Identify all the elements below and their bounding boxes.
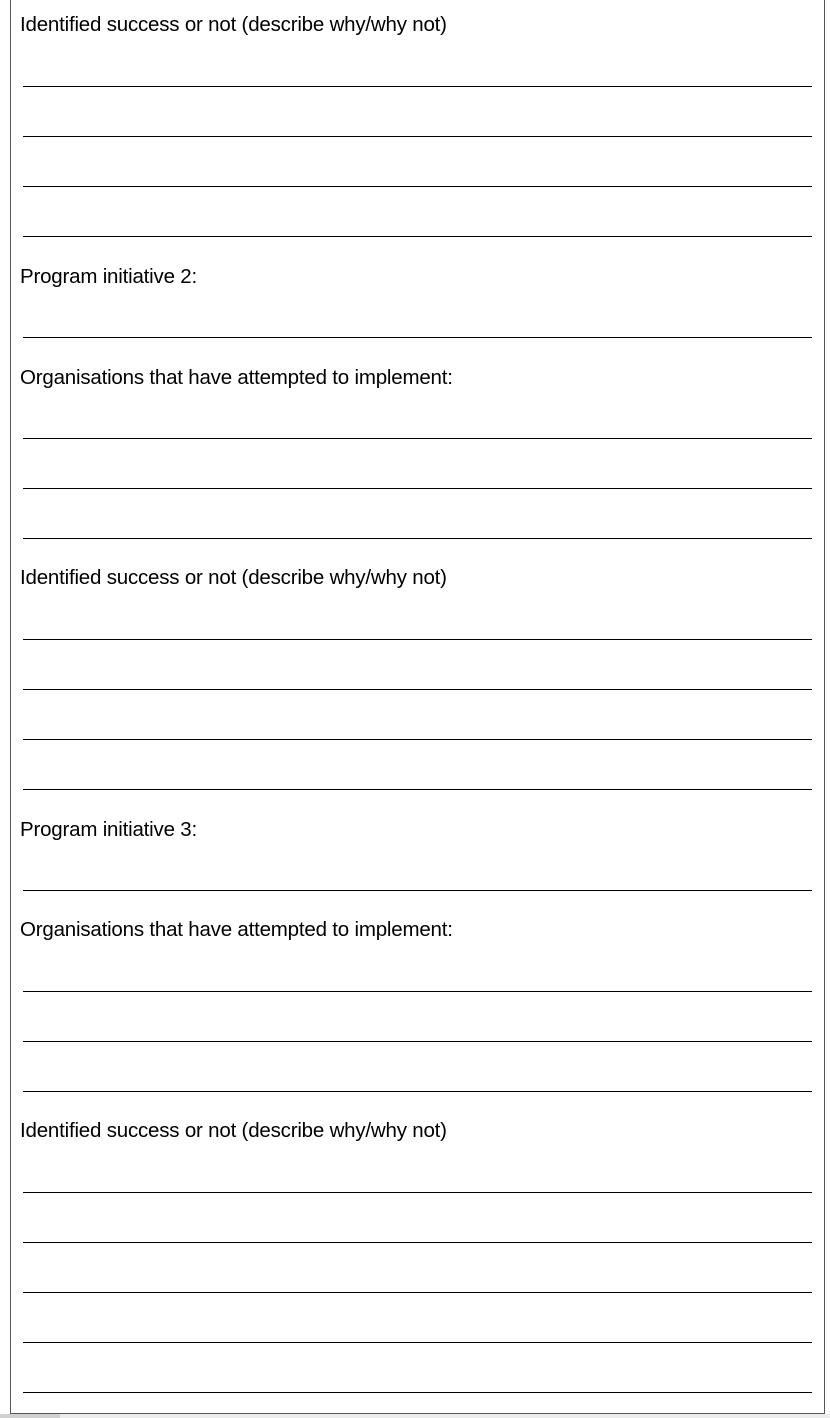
answer-line[interactable]: [23, 86, 812, 87]
answer-line[interactable]: [23, 890, 812, 891]
page-bottom-edge-shade: [0, 1414, 60, 1418]
answer-line[interactable]: [23, 236, 812, 237]
answer-line[interactable]: [23, 186, 812, 187]
answer-line[interactable]: [23, 1192, 812, 1193]
success-label: Identified success or not (describe why/why not): [20, 566, 447, 589]
answer-line[interactable]: [23, 538, 812, 539]
program-initiative-2-label: Program initiative 2:: [20, 265, 197, 288]
answer-line[interactable]: [23, 438, 812, 439]
program-initiative-3-label: Program initiative 3:: [20, 818, 197, 841]
answer-line[interactable]: [23, 337, 812, 338]
answer-line[interactable]: [23, 1392, 812, 1393]
organisations-label: Organisations that have attempted to implement:: [20, 366, 453, 389]
form-page: [10, 0, 825, 1414]
answer-line[interactable]: [23, 1091, 812, 1092]
answer-line[interactable]: [23, 789, 812, 790]
answer-line[interactable]: [23, 488, 812, 489]
answer-line[interactable]: [23, 689, 812, 690]
answer-line[interactable]: [23, 991, 812, 992]
success-label: Identified success or not (describe why/why not): [20, 1119, 447, 1142]
answer-line[interactable]: [23, 1041, 812, 1042]
answer-line[interactable]: [23, 739, 812, 740]
answer-line[interactable]: [23, 136, 812, 137]
success-label: Identified success or not (describe why/why not): [20, 13, 447, 36]
organisations-label: Organisations that have attempted to implement:: [20, 918, 453, 941]
answer-line[interactable]: [23, 1242, 812, 1243]
answer-line[interactable]: [23, 1342, 812, 1343]
answer-line[interactable]: [23, 639, 812, 640]
answer-line[interactable]: [23, 1292, 812, 1293]
page-bottom-edge: [0, 1414, 830, 1418]
